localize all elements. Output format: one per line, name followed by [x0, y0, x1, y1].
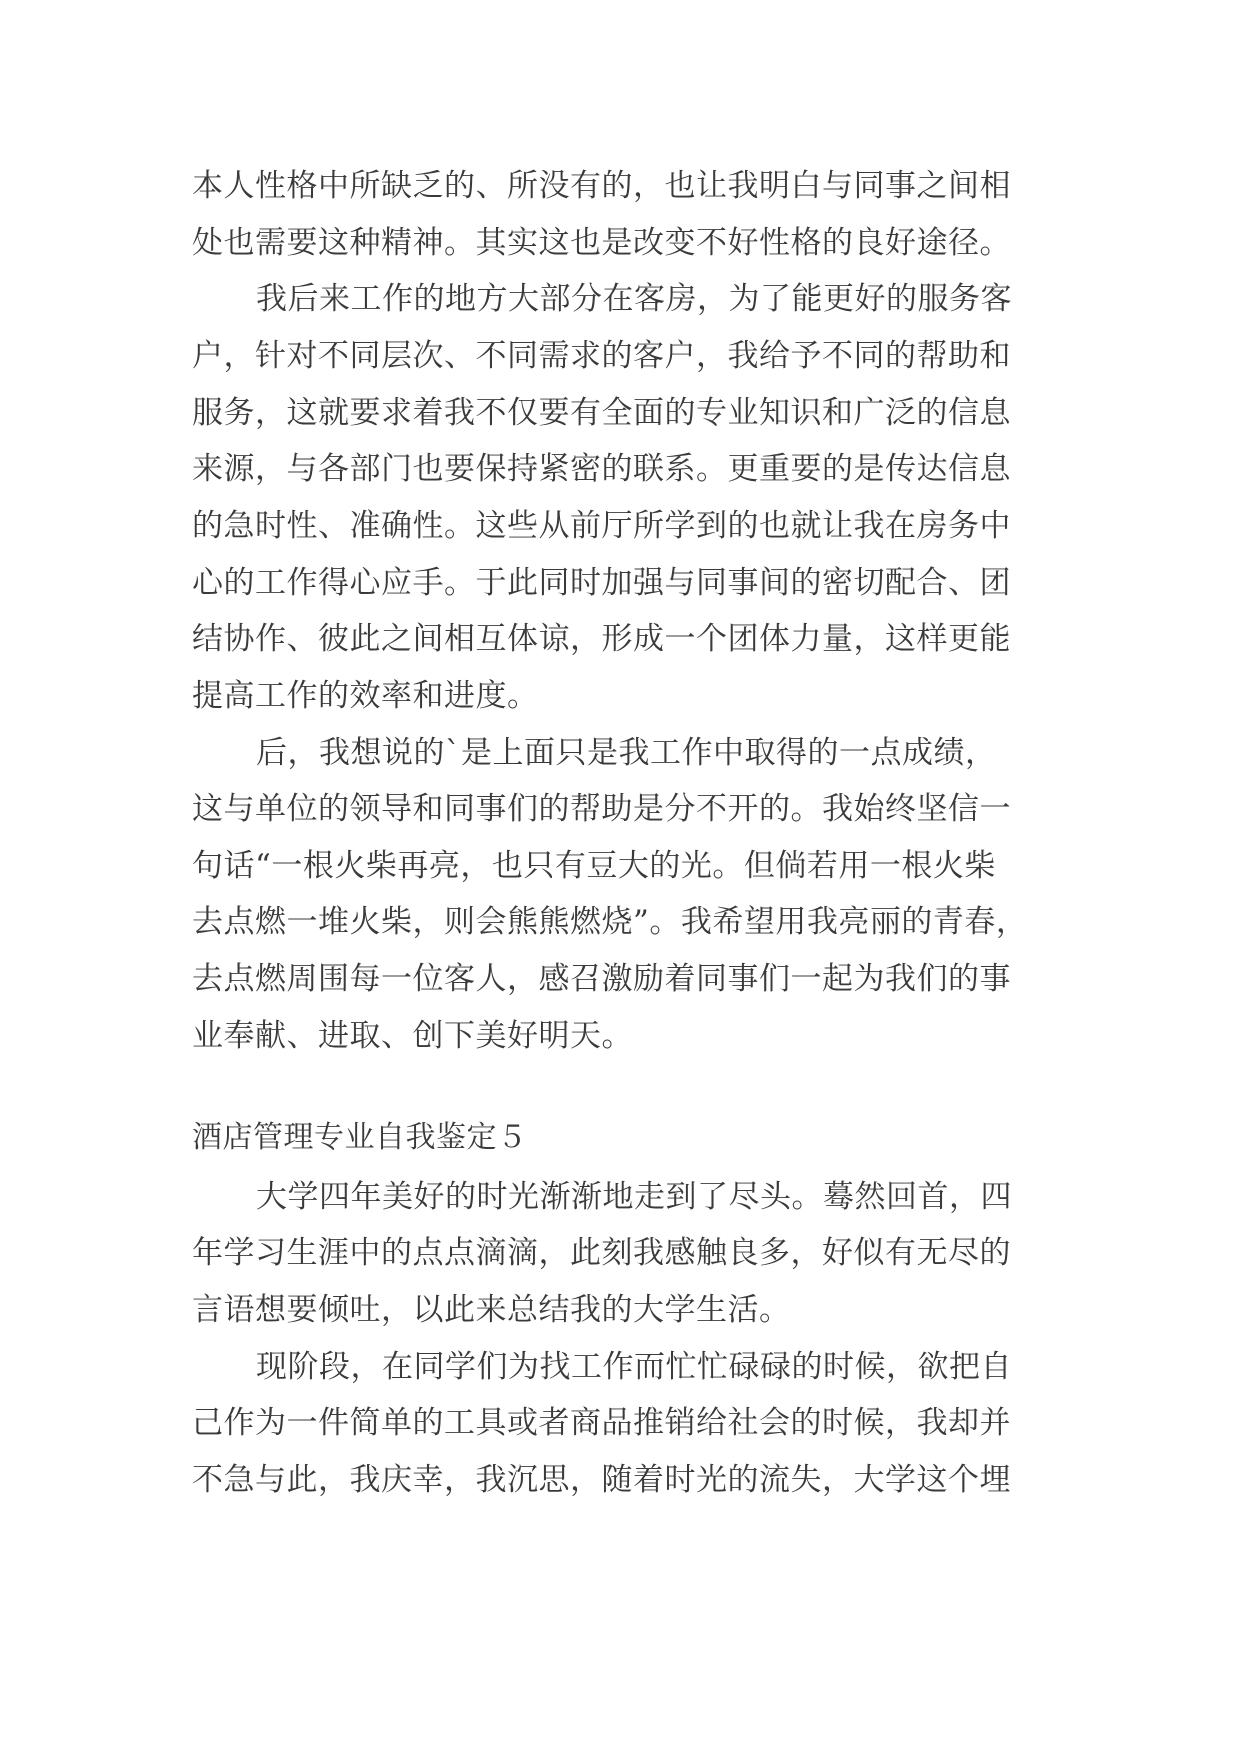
paragraph-2-line-8: 提高工作的效率和进度。 — [192, 678, 539, 714]
section-heading: 酒店管理专业自我鉴定５ — [192, 1120, 528, 1155]
paragraph-4-line-2: 年学习生涯中的点点滴滴，此刻我感触良多，好似有无尽的 — [192, 1235, 1011, 1271]
paragraph-1-line-1: 本人性格中所缺乏的、所没有的，也让我明白与同事之间相 — [192, 168, 1011, 204]
paragraph-3-line-1: 后，我想说的`是上面只是我工作中取得的一点成绩， — [256, 735, 997, 771]
paragraph-3-line-2: 这与单位的领导和同事们的帮助是分不开的。我始终坚信一 — [192, 791, 1011, 827]
paragraph-3-line-6: 业奉献、进取、创下美好明天。 — [192, 1018, 633, 1054]
paragraph-2-line-1: 我后来工作的地方大部分在客房，为了能更好的服务客 — [256, 281, 1012, 317]
paragraph-5-line-3: 不急与此，我庆幸，我沉思，随着时光的流失，大学这个埋 — [192, 1462, 1011, 1498]
paragraph-2-line-2: 户，针对不同层次、不同需求的客户，我给予不同的帮助和 — [192, 338, 1011, 374]
paragraph-5-line-1: 现阶段，在同学们为找工作而忙忙碌碌的时候，欲把自 — [256, 1349, 1012, 1385]
paragraph-1-line-2: 处也需要这种精神。其实这也是改变不好性格的良好途径。 — [192, 225, 1011, 261]
paragraph-2-line-4: 来源，与各部门也要保持紧密的联系。更重要的是传达信息 — [192, 451, 1011, 487]
paragraph-3-line-5: 去点燃周围每一位客人，感召激励着同事们一起为我们的事 — [192, 961, 1011, 997]
paragraph-4-line-1: 大学四年美好的时光渐渐地走到了尽头。蓦然回首，四 — [256, 1179, 1012, 1215]
paragraph-3-line-4: 去点燃一堆火柴，则会熊熊燃烧”。我希望用我亮丽的青春， — [192, 904, 1028, 940]
paragraph-2-line-7: 结协作、彼此之间相互体谅，形成一个团体力量，这样更能 — [192, 621, 1011, 657]
paragraph-4-line-3: 言语想要倾吐，以此来总结我的大学生活。 — [192, 1292, 791, 1328]
paragraph-3-line-3: 句话“一根火柴再亮，也只有豆大的光。但倘若用一根火柴 — [192, 848, 996, 884]
paragraph-2-line-5: 的急时性、准确性。这些从前厅所学到的也就让我在房务中 — [192, 508, 1011, 544]
paragraph-2-line-6: 心的工作得心应手。于此同时加强与同事间的密切配合、团 — [192, 565, 1011, 601]
paragraph-5-line-2: 己作为一件简单的工具或者商品推销给社会的时候，我却并 — [192, 1405, 1011, 1441]
paragraph-2-line-3: 服务，这就要求着我不仅要有全面的专业知识和广泛的信息 — [192, 395, 1011, 431]
